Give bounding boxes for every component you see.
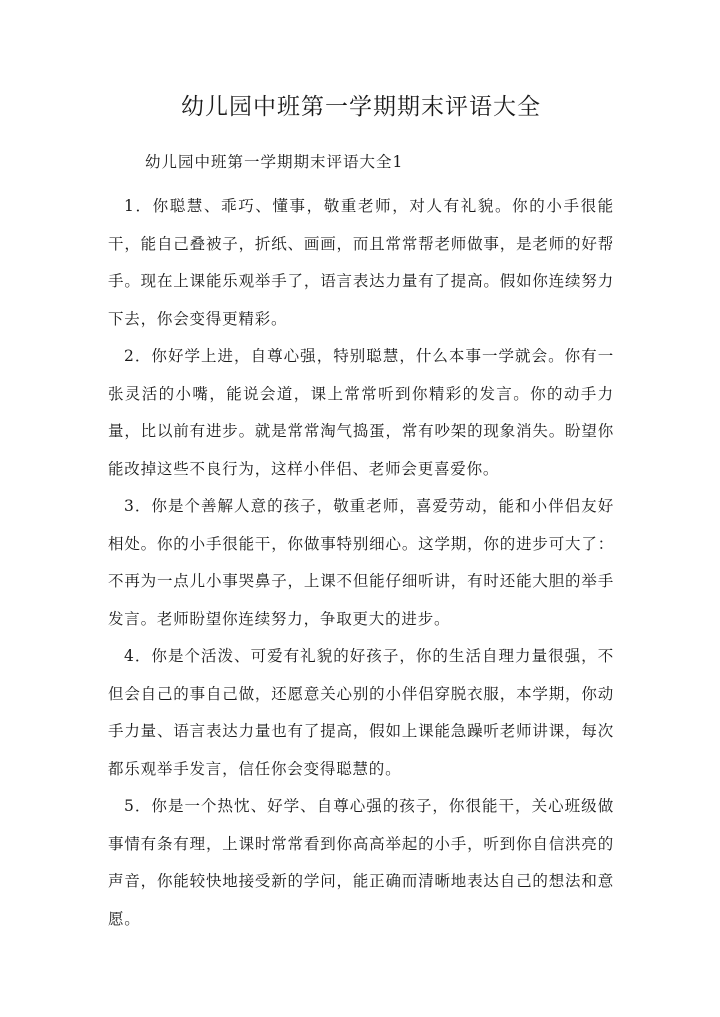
paragraph-2: 2．你好学上进，自尊心强，特别聪慧，什么本事一学就会。你有一张灵活的小嘴，能说会道，课上常常听到你精彩的发言。你的动手力量，比以前有进步。就是常常淘气捣蛋，常有吵架的现象消失。盼望你能改掉这些不良行为，这样小伴侣、老师会更喜爱你。 <box>108 347 614 478</box>
paragraph-4: 4．你是个活泼、可爱有礼貌的好孩子，你的生活自理力量很强，不但会自己的事自己做，还愿意关心别的小伴侣穿脱衣服，本学期，你动手力量、语言表达力量也有了提高，假如上课能急躁听老师讲课，每次都乐观举手发言，信任你会变得聪慧的。 <box>108 647 614 778</box>
document-title: 幼儿园中班第一学期期末评语大全 <box>181 94 541 120</box>
paragraph-3: 3．你是个善解人意的孩子，敬重老师，喜爱劳动，能和小伴侣友好相处。你的小手很能干，你做事特别细心。这学期，你的进步可大了：不再为一点儿小事哭鼻子，上课不但能仔细听讲，有时还能大胆的举手发言。老师盼望你连续努力，争取更大的进步。 <box>108 497 614 628</box>
paragraph-1: 1．你聪慧、乖巧、懂事，敬重老师，对人有礼貌。你的小手很能干，能自己叠被子，折纸、画画，而且常常帮老师做事，是老师的好帮手。现在上课能乐观举手了，语言表达力量有了提高。假如你连续努力下去，你会变得更精彩。 <box>108 197 614 328</box>
paragraph-5: 5．你是一个热忱、好学、自尊心强的孩子，你很能干，关心班级做事情有条有理，上课时常常看到你高高举起的小手，听到你自信洪亮的声音，你能较快地接受新的学问，能正确而清晰地表达自己的想法和意愿。 <box>108 797 614 928</box>
document-subtitle: 幼儿园中班第一学期期末评语大全1 <box>145 153 404 171</box>
